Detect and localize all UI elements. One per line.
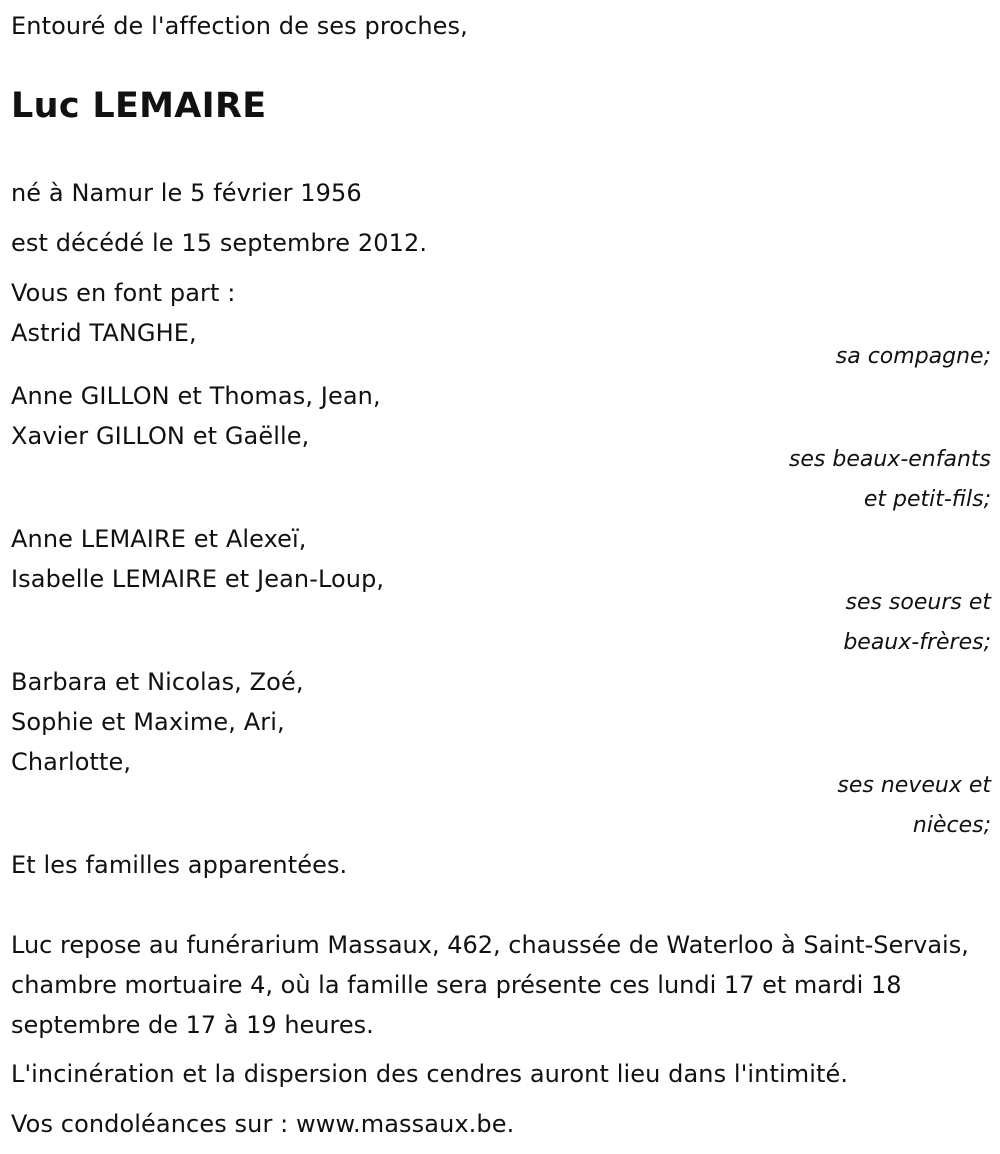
intro-text: Entouré de l'affection de ses proches, [11,12,468,40]
birth-text: né à Namur le 5 février 1956 [11,179,362,207]
deceased-name: Luc LEMAIRE [11,86,267,126]
relation-label: ses neveux et [837,773,991,798]
funeral-info-paragraph: Luc repose au funérarium Massaux, 462, chaussée de Waterloo à Saint-Servais, chambre mortuaire 4, où la famille sera présente ces lundi 17 et mardi 18 septembre de 17 à 19 heures. [11,931,969,1039]
family-name-line: Xavier GILLON et Gaëlle, [11,422,310,450]
relation-label: sa compagne; [835,344,991,369]
relation-label: et petit-fils; [863,487,991,512]
condolences-text: Vos condoléances sur : www.massaux.be. [11,1110,515,1138]
death-text: est décédé le 15 septembre 2012. [11,229,428,257]
relation-label: ses soeurs et [845,590,991,615]
closing-family-text: Et les familles apparentées. [11,851,348,879]
relation-label: nièces; [912,813,991,838]
family-name-line: Sophie et Maxime, Ari, [11,708,285,736]
announce-label: Vous en font part : [11,279,236,307]
family-name-line: Isabelle LEMAIRE et Jean-Loup, [11,565,385,593]
relation-label: ses beaux-enfants [788,447,991,472]
family-name-line: Astrid TANGHE, [11,319,197,347]
family-name-line: Charlotte, [11,748,132,776]
family-name-line: Barbara et Nicolas, Zoé, [11,668,304,696]
cremation-info: L'incinération et la dispersion des cendres auront lieu dans l'intimité. [11,1060,849,1088]
relation-label: beaux-frères; [843,630,991,655]
family-name-line: Anne LEMAIRE et Alexeï, [11,525,307,553]
family-name-line: Anne GILLON et Thomas, Jean, [11,382,381,410]
